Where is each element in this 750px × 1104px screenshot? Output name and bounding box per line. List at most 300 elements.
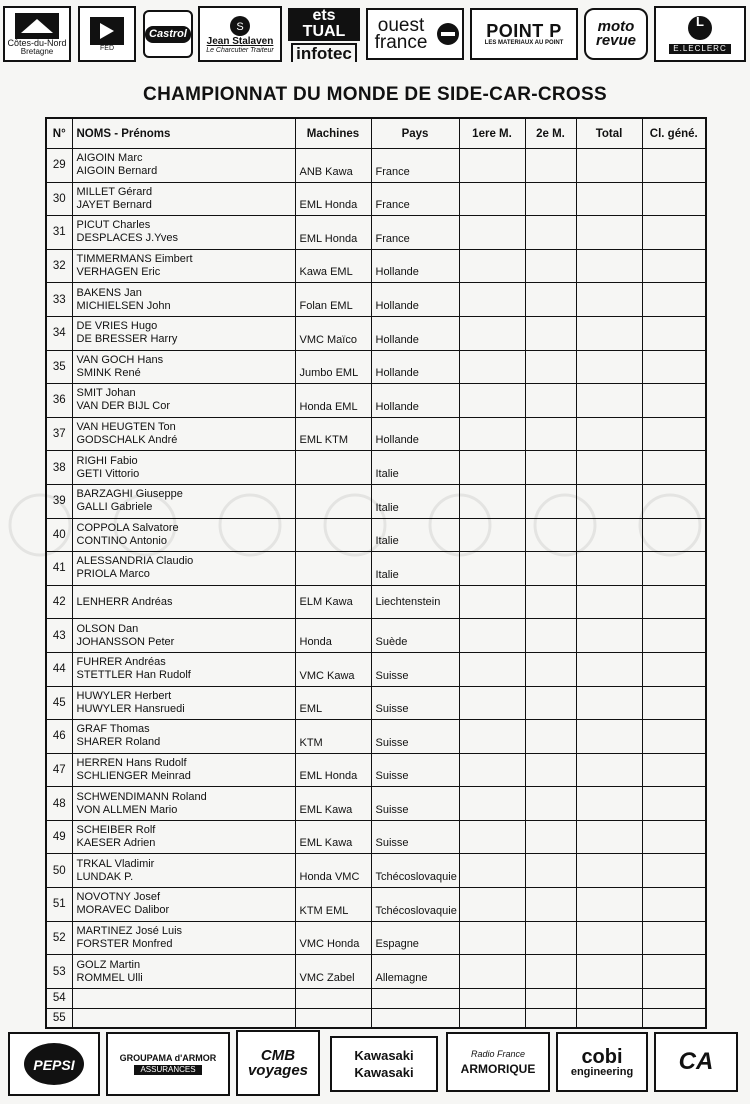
cell-manche-2[interactable] [525, 283, 576, 317]
table-row [46, 518, 706, 552]
cell-names [72, 787, 295, 821]
cell-num: 40 [46, 518, 72, 552]
cell-names [72, 720, 295, 754]
passenger-name: GETI Vittorio [76, 467, 140, 480]
passenger-name: LUNDAK P. [76, 870, 134, 883]
cell-num: 42 [46, 585, 72, 619]
cell-total[interactable] [576, 316, 642, 350]
table-row [46, 753, 706, 787]
passenger-name: VERHAGEN Eric [76, 266, 161, 279]
cell-manche-2[interactable] [525, 484, 576, 518]
cell-manche-2[interactable] [525, 216, 576, 250]
cell-names [72, 350, 295, 384]
passenger-name: AIGOIN Bernard [76, 165, 158, 178]
cell-total[interactable] [576, 820, 642, 854]
passenger-name: DESPLACES J.Yves [76, 232, 178, 245]
driver-name: MARTINEZ José Luis [76, 924, 183, 937]
cell-pays: Allemagne [371, 955, 459, 989]
cell-machine: EML Honda [295, 182, 371, 216]
cell-names [72, 518, 295, 552]
col-header-manche-1: 1ere M. [459, 118, 525, 149]
cell-manche-2[interactable] [525, 149, 576, 183]
cell-manche-2[interactable] [525, 619, 576, 653]
passenger-name: HUWYLER Hansruedi [76, 702, 185, 715]
passenger-name: DE BRESSER Harry [76, 333, 178, 346]
cell-total[interactable] [576, 720, 642, 754]
driver-name: BARZAGHI Giuseppe [76, 488, 183, 501]
col-header-classement: Cl. géné. [642, 118, 706, 149]
cell-names [72, 888, 295, 922]
driver-name: TRKAL Vladimir [76, 857, 155, 870]
cell-manche-1[interactable] [459, 249, 525, 283]
cell-classement[interactable] [642, 921, 706, 955]
driver-name: MILLET Gérard [76, 185, 153, 198]
cell-total[interactable] [576, 182, 642, 216]
cell-total[interactable] [576, 888, 642, 922]
cell-total[interactable] [576, 686, 642, 720]
logo-text: Jean Stalaven [206, 35, 274, 47]
cell-names [72, 283, 295, 317]
cell-manche-2[interactable] [525, 787, 576, 821]
table-row [46, 921, 706, 955]
cell-total[interactable] [576, 216, 642, 250]
cell-num: 33 [46, 283, 72, 317]
driver-name: FUHRER Andréas [76, 656, 166, 669]
cell-classement[interactable] [642, 484, 706, 518]
cell-machine: ELM Kawa [295, 585, 371, 619]
driver-name: HERREN Hans Rudolf [76, 756, 187, 769]
results-sheet [45, 117, 705, 1029]
cell-total[interactable] [576, 283, 642, 317]
cell-manche-1[interactable] [459, 854, 525, 888]
cell-manche-2[interactable] [525, 955, 576, 989]
cell-manche-1[interactable] [459, 585, 525, 619]
cell-machine: VMC Kawa [295, 652, 371, 686]
cell-total[interactable] [576, 854, 642, 888]
cell-machine: EML [295, 686, 371, 720]
cell-machine: Honda EML [295, 384, 371, 418]
cell-total[interactable] [576, 955, 642, 989]
cell-total[interactable] [576, 350, 642, 384]
logo-text: ouest france [374, 15, 428, 53]
cell-pays: Hollande [371, 384, 459, 418]
cell-classement[interactable] [642, 417, 706, 451]
cell-names [72, 854, 295, 888]
cell-pays: Italie [371, 451, 459, 485]
cell-classement[interactable] [642, 988, 706, 1008]
cell-names [72, 585, 295, 619]
cell-total[interactable] [576, 249, 642, 283]
cell-manche-1[interactable] [459, 820, 525, 854]
driver-name: ALESSANDRIA Claudio [76, 555, 194, 568]
cell-num: 41 [46, 552, 72, 586]
logo-cotes-du-nord [3, 6, 71, 62]
cell-pays: Suisse [371, 720, 459, 754]
col-header-pays: Pays [371, 118, 459, 149]
page-title: CHAMPIONNAT DU MONDE DE SIDE-CAR-CROSS [143, 84, 607, 105]
region-emblem-icon [15, 13, 59, 39]
logo-fed [78, 6, 136, 62]
cell-machine: VMC Honda [295, 921, 371, 955]
cell-manche-2[interactable] [525, 350, 576, 384]
cell-classement[interactable] [642, 820, 706, 854]
cell-manche-2[interactable] [525, 518, 576, 552]
table-row [46, 787, 706, 821]
cell-pays: Hollande [371, 249, 459, 283]
cell-manche-1[interactable] [459, 216, 525, 250]
cell-manche-2[interactable] [525, 384, 576, 418]
cell-machine: Kawa EML [295, 249, 371, 283]
logo-subtext: E.LECLERC [669, 44, 730, 54]
cell-num: 36 [46, 384, 72, 418]
cell-machine: KTM [295, 720, 371, 754]
cell-names [72, 820, 295, 854]
cell-num: 38 [46, 451, 72, 485]
table-row [46, 619, 706, 653]
logo-text: CA [678, 1048, 714, 1075]
cell-total[interactable] [576, 451, 642, 485]
cell-names [72, 384, 295, 418]
cell-pays: Espagne [371, 921, 459, 955]
cell-names [72, 652, 295, 686]
table-row [46, 955, 706, 989]
cell-manche-1[interactable] [459, 182, 525, 216]
cell-classement[interactable] [642, 350, 706, 384]
table-row [46, 652, 706, 686]
logo-text: moto revue [595, 18, 637, 49]
cell-num: 44 [46, 652, 72, 686]
cell-classement[interactable] [642, 283, 706, 317]
driver-name: PICUT Charles [76, 219, 151, 232]
driver-name: GOLZ Martin [76, 958, 141, 971]
cell-names [72, 451, 295, 485]
top-sponsor-strip [0, 4, 750, 64]
driver-name: VAN GOCH Hans [76, 353, 164, 366]
col-header-num: N° [46, 118, 72, 149]
table-row [46, 854, 706, 888]
passenger-name: SMINK René [76, 366, 141, 379]
passenger-name: JOHANSSON Peter [76, 635, 175, 648]
cell-pays: Suisse [371, 686, 459, 720]
cell-manche-2[interactable] [525, 854, 576, 888]
cell-classement[interactable] [642, 316, 706, 350]
cell-pays: Suède [371, 619, 459, 653]
cell-total[interactable] [576, 652, 642, 686]
driver-name: COPPOLA Salvatore [76, 521, 179, 534]
cell-manche-1[interactable] [459, 350, 525, 384]
cell-total[interactable] [576, 787, 642, 821]
cell-machine: EML Honda [295, 753, 371, 787]
cell-total[interactable] [576, 518, 642, 552]
cell-num: 34 [46, 316, 72, 350]
driver-name: OLSON Dan [76, 622, 139, 635]
driver-name: GRAF Thomas [76, 723, 150, 736]
driver-name: SMIT Johan [76, 387, 136, 400]
cell-num: 32 [46, 249, 72, 283]
logo-subtext: Bretagne [20, 46, 54, 56]
cell-pays: Suisse [371, 753, 459, 787]
driver-name: VAN HEUGTEN Ton [76, 421, 176, 434]
cell-machine: EML Honda [295, 216, 371, 250]
cell-manche-2[interactable] [525, 888, 576, 922]
logo-moto-revue [584, 8, 648, 60]
table-row [46, 720, 706, 754]
cell-names [72, 249, 295, 283]
cell-manche-1[interactable] [459, 955, 525, 989]
col-header-total: Total [576, 118, 642, 149]
cell-machine: ANB Kawa [295, 149, 371, 183]
cell-manche-2[interactable] [525, 753, 576, 787]
cell-machine: EML Kawa [295, 787, 371, 821]
cell-machine: Honda [295, 619, 371, 653]
cell-manche-2[interactable] [525, 249, 576, 283]
cell-manche-2[interactable] [525, 316, 576, 350]
driver-name: AIGOIN Marc [76, 152, 143, 165]
cell-manche-1[interactable] [459, 384, 525, 418]
cell-total[interactable] [576, 753, 642, 787]
cell-machine: EML Kawa [295, 820, 371, 854]
cell-total[interactable] [576, 921, 642, 955]
passenger-name: PRIOLA Marco [76, 568, 150, 581]
passenger-name: SCHLIENGER Meinrad [76, 769, 191, 782]
logo-subtext: Le Charcutier Traiteur [206, 46, 274, 54]
logo-text: cobi [581, 1045, 623, 1068]
logo-cobi-engineering [556, 1032, 648, 1092]
cell-classement[interactable] [642, 854, 706, 888]
cell-manche-1[interactable] [459, 149, 525, 183]
cell-names [72, 182, 295, 216]
cell-classement[interactable] [642, 619, 706, 653]
table-row [46, 686, 706, 720]
cell-manche-2[interactable] [525, 921, 576, 955]
cell-manche-2[interactable] [525, 820, 576, 854]
cell-manche-1[interactable] [459, 720, 525, 754]
cell-manche-1[interactable] [459, 686, 525, 720]
cell-pays: Suisse [371, 787, 459, 821]
logo-e-leclerc [654, 6, 746, 62]
cell-num: 54 [46, 988, 72, 1008]
cell-names [72, 149, 295, 183]
passenger-name: CONTINO Antonio [76, 534, 167, 547]
cell-names [72, 988, 295, 1008]
cell-num: 55 [46, 1008, 72, 1028]
cell-manche-1[interactable] [459, 283, 525, 317]
svg-text:S: S [236, 20, 244, 33]
cell-manche-2[interactable] [525, 585, 576, 619]
cell-machine: Jumbo EML [295, 350, 371, 384]
table-body [46, 149, 706, 1029]
cell-num: 52 [46, 921, 72, 955]
passenger-name: GODSCHALK André [76, 434, 178, 447]
cell-classement[interactable] [642, 652, 706, 686]
logo-subtext: ASSURANCES [134, 1065, 201, 1075]
logo-text: CMB voyages [247, 1047, 309, 1079]
cell-manche-1[interactable] [459, 417, 525, 451]
passenger-name: ROMMEL Ulli [76, 971, 143, 984]
cell-classement[interactable] [642, 585, 706, 619]
cell-num: 37 [46, 417, 72, 451]
cell-names [72, 316, 295, 350]
logo-subtext: Kawasaki [354, 1065, 414, 1080]
cell-pays: Italie [371, 552, 459, 586]
cell-manche-1[interactable] [459, 518, 525, 552]
logo-ouest-france [366, 8, 464, 60]
logo-text: Castrol [145, 26, 191, 43]
cell-classement[interactable] [642, 451, 706, 485]
cell-machine: Honda VMC [295, 854, 371, 888]
passenger-name: GALLI Gabriele [76, 501, 153, 514]
cell-total[interactable] [576, 384, 642, 418]
cell-machine: VMC Zabel [295, 955, 371, 989]
logo-text: FED [100, 44, 114, 52]
cell-manche-1[interactable] [459, 652, 525, 686]
table-row [46, 484, 706, 518]
cell-machine: Folan EML [295, 283, 371, 317]
passenger-name: VON ALLMEN Mario [76, 803, 178, 816]
cell-pays: Hollande [371, 316, 459, 350]
cell-classement[interactable] [642, 753, 706, 787]
table-row [46, 149, 706, 183]
cell-manche-2[interactable] [525, 451, 576, 485]
cell-classement[interactable] [642, 149, 706, 183]
driver-name: RIGHI Fabio [76, 454, 138, 467]
cell-total[interactable] [576, 988, 642, 1008]
cell-num: 43 [46, 619, 72, 653]
cell-names [72, 216, 295, 250]
passenger-name: SHARER Roland [76, 736, 161, 749]
cell-classement[interactable] [642, 384, 706, 418]
cell-pays [371, 988, 459, 1008]
cell-pays: Hollande [371, 350, 459, 384]
cell-manche-2[interactable] [525, 417, 576, 451]
cell-manche-1[interactable] [459, 787, 525, 821]
logo-cmb-voyages [236, 1030, 320, 1096]
cell-num: 48 [46, 787, 72, 821]
cell-num: 45 [46, 686, 72, 720]
logo-text: ets TUAL [288, 8, 360, 41]
cell-total[interactable] [576, 484, 642, 518]
logo-groupama [106, 1032, 230, 1096]
cell-classement[interactable] [642, 182, 706, 216]
cell-total[interactable] [576, 149, 642, 183]
cell-manche-1[interactable] [459, 888, 525, 922]
logo-pepsi [8, 1032, 100, 1096]
cell-manche-2[interactable] [525, 720, 576, 754]
cell-names [72, 955, 295, 989]
cell-pays: Liechtenstein [371, 585, 459, 619]
cell-manche-1[interactable] [459, 921, 525, 955]
cell-names [72, 686, 295, 720]
cell-machine [295, 518, 371, 552]
cell-pays: Hollande [371, 283, 459, 317]
cell-names [72, 417, 295, 451]
table-row [46, 888, 706, 922]
driver-name: TIMMERMANS Eimbert [76, 253, 193, 266]
table-row [46, 417, 706, 451]
cell-pays: Tchécoslovaquie [371, 854, 459, 888]
cell-machine [295, 988, 371, 1008]
cell-pays: Tchécoslovaquie [371, 888, 459, 922]
driver-name: DE VRIES Hugo [76, 320, 158, 333]
cell-machine [295, 552, 371, 586]
ouest-france-emblem-icon [436, 22, 460, 46]
cell-manche-1[interactable] [459, 316, 525, 350]
cell-manche-1[interactable] [459, 484, 525, 518]
col-header-manche-2: 2e M. [525, 118, 576, 149]
cell-manche-1[interactable] [459, 988, 525, 1008]
cell-classement[interactable] [642, 686, 706, 720]
cell-pays: France [371, 182, 459, 216]
cell-classement[interactable] [642, 720, 706, 754]
cell-num: 53 [46, 955, 72, 989]
cell-classement[interactable] [642, 955, 706, 989]
cell-total[interactable] [576, 619, 642, 653]
cell-pays: France [371, 216, 459, 250]
table-row [46, 988, 706, 1008]
driver-name: HUWYLER Herbert [76, 689, 172, 702]
passenger-name: FORSTER Monfred [76, 937, 173, 950]
cell-total[interactable] [576, 552, 642, 586]
table-row [46, 249, 706, 283]
cell-total[interactable] [576, 417, 642, 451]
logo-kawasaki [330, 1036, 438, 1092]
cell-num: 46 [46, 720, 72, 754]
passenger-name: VAN DER BIJL Cor [76, 400, 171, 413]
stalaven-emblem-icon [229, 15, 251, 37]
passenger-name: KAESER Adrien [76, 837, 156, 850]
cell-num: 47 [46, 753, 72, 787]
cell-total[interactable] [576, 585, 642, 619]
cell-manche-2[interactable] [525, 652, 576, 686]
cell-classement[interactable] [642, 888, 706, 922]
table-row [46, 216, 706, 250]
cell-classement[interactable] [642, 787, 706, 821]
cell-manche-1[interactable] [459, 753, 525, 787]
table-row [46, 182, 706, 216]
results-table [45, 117, 707, 1029]
table-row [46, 316, 706, 350]
cell-classement[interactable] [642, 216, 706, 250]
passenger-name: MICHIELSEN John [76, 299, 171, 312]
cell-manche-2[interactable] [525, 988, 576, 1008]
table-row [46, 384, 706, 418]
table-row [46, 350, 706, 384]
logo-credit-agricole [654, 1032, 738, 1092]
cell-manche-1[interactable] [459, 552, 525, 586]
cell-manche-1[interactable] [459, 619, 525, 653]
bottom-sponsor-strip [0, 1026, 750, 1102]
driver-name: SCHEIBER Rolf [76, 824, 156, 837]
cell-manche-2[interactable] [525, 182, 576, 216]
logo-text: POINT P [486, 21, 562, 41]
cell-classement[interactable] [642, 518, 706, 552]
cell-pays: France [371, 149, 459, 183]
cell-pays: Italie [371, 484, 459, 518]
cell-num: 39 [46, 484, 72, 518]
cell-classement[interactable] [642, 249, 706, 283]
driver-name: SCHWENDIMANN Roland [76, 790, 207, 803]
logo-point-p [470, 8, 578, 60]
cell-manche-2[interactable] [525, 686, 576, 720]
cell-manche-1[interactable] [459, 451, 525, 485]
logo-text: Côtes-du-Nord [7, 37, 67, 48]
cell-machine [295, 451, 371, 485]
logo-castrol [143, 10, 193, 58]
cell-classement[interactable] [642, 552, 706, 586]
fed-arrow-icon [90, 17, 124, 45]
table-row [46, 585, 706, 619]
cell-manche-2[interactable] [525, 552, 576, 586]
